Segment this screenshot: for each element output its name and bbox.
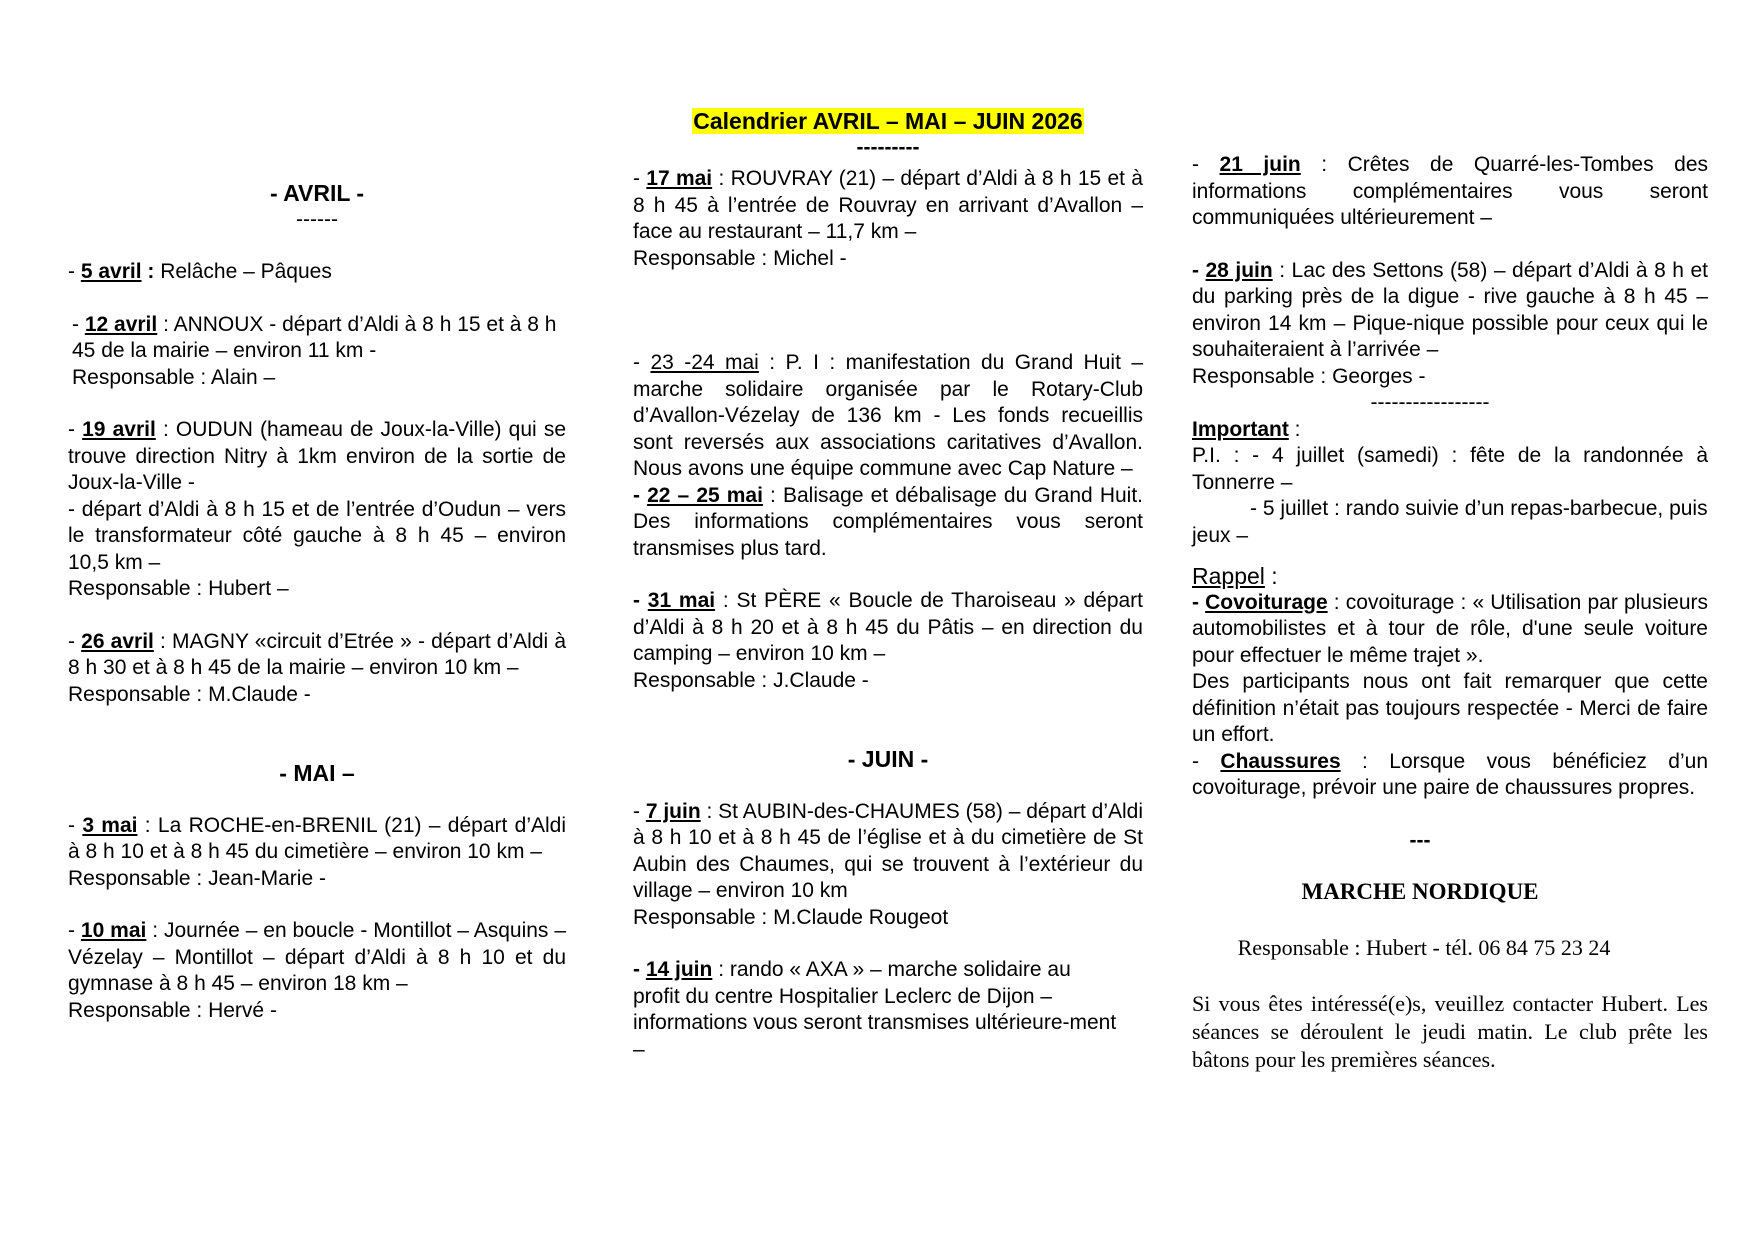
event-responsable: Responsable : J.Claude - xyxy=(633,668,869,692)
important-line-2: - 5 juillet : rando suivie d’un repas-barbecue, puis jeux – xyxy=(1192,497,1708,547)
title-separator: --------- xyxy=(856,135,920,159)
event-date: 21 juin xyxy=(1219,153,1301,176)
rappel-covoiturage-remark: Des participants nous ont fait remarquer que cette définition n’était pas toujours respectée - Merci de faire un effort. xyxy=(1192,670,1708,746)
nordique-text: Si vous êtes intéressé(e)s, veuillez contacter Hubert. Les séances se déroulent le jeudi matin. Le club prête les bâtons pour les premières séances. xyxy=(1192,991,1708,1072)
event-22-25-mai: - 22 – 25 mai : Balisage et débalisage du Grand Huit. Des informations complémentaires vous seront transmises plus tard. xyxy=(633,483,1143,560)
event-date: 17 mai xyxy=(646,167,713,190)
event-responsable: Responsable : Hervé - xyxy=(68,998,277,1022)
event-date: 26 avril xyxy=(81,629,154,653)
event-responsable: Responsable : Alain – xyxy=(72,365,276,389)
event-26-avril: - 26 avril : MAGNY «circuit d’Etrée » - départ d’Aldi à 8 h 30 et à 8 h 45 de la mairie – environ 10 km – xyxy=(68,629,566,679)
avril-separator: ------ xyxy=(296,207,338,231)
nordique-heading: MARCHE NORDIQUE xyxy=(1301,879,1539,904)
event-responsable: Responsable : Georges - xyxy=(1192,364,1426,388)
event-31-mai: - 31 mai : St PÈRE « Boucle de Tharoiseau » départ d’Aldi à 8 h 20 et à 8 h 45 du Pâtis – en direction du camping – environ 10 km – xyxy=(633,589,1143,665)
rappel-covoiturage: - Covoiturage : covoiturage : « Utilisation par plusieurs automobilistes et à tour de rôle, d'une seule voiture pour effectuer le même trajet ». xyxy=(1192,590,1709,667)
event-5-avril: - 5 avril : Relâche – Pâques xyxy=(68,260,332,283)
column-avril-mai xyxy=(68,180,566,1024)
event-10-mai: - 10 mai : Journée – en boucle - Montillot – Asquins – Vézelay – Montillot – départ d’Aldi à 8 h 10 et du gymnase à 8 h 45 – environ 18 km – xyxy=(68,919,566,995)
heading-juin: - JUIN - xyxy=(847,746,929,772)
rappel-heading: Rappel : xyxy=(1192,563,1278,589)
event-14-juin: - 14 juin : rando « AXA » – marche solidaire au profit du centre Hospitalier Leclerc de Dijon – informations vous seront transmises ultérieure-ment – xyxy=(633,958,1117,1061)
event-7-juin: - 7 juin : St AUBIN-des-CHAUMES (58) – départ d’Aldi à 8 h 10 et à 8 h 45 de l’église et à du cimetière de St Aubin des Chaumes, qui se trouvent à l’extérieur du village – environ 10 km xyxy=(633,799,1143,902)
event-21-juin: - 21 juin : Crêtes de Quarré-les-Tombes des informations complémentaires vous seront communiquées ultérieurement – xyxy=(1192,153,1708,229)
page-header xyxy=(633,108,1143,159)
important-heading: Important : xyxy=(1192,417,1301,441)
event-date: 19 avril xyxy=(82,418,156,441)
heading-mai: - MAI – xyxy=(279,760,355,786)
event-responsable: Responsable : Michel - xyxy=(633,246,847,270)
event-date: 12 avril xyxy=(84,312,158,336)
column-juin-infos xyxy=(1192,152,1708,1074)
event-date: 5 avril xyxy=(80,260,142,283)
event-23-24-mai: - 23 -24 mai : P. I : manifestation du Grand Huit – marche solidaire organisée par le Rotary-Club d’Avallon-Vézelay de 136 km - Les fonds recueillis sont reversés aux associations caritatives d’Avallon. Nous avons une équipe commune avec Cap Nature – xyxy=(633,351,1144,480)
event-responsable: Responsable : Jean-Marie - xyxy=(68,866,326,890)
important-line-1: P.I. : - 4 juillet (samedi) : fête de la randonnée à Tonnerre – xyxy=(1192,444,1708,494)
event-19-avril: - 19 avril : OUDUN (hameau de Joux-la-Ville) qui se trouve direction Nitry à 1km environ de la sortie de Joux-la-Ville - xyxy=(68,418,567,494)
event-3-mai: - 3 mai : La ROCHE-en-BRENIL (21) – départ d’Aldi à 8 h 10 et à 8 h 45 du cimetière – environ 10 km – xyxy=(68,813,567,863)
nordique-responsable: Responsable : Hubert - tél. 06 84 75 23 24 xyxy=(1237,935,1611,960)
event-28-juin: - 28 juin : Lac des Settons (58) – départ d’Aldi à 8 h et du parking près de la digue - rive gauche à 8 h 45 – environ 14 km – Pique-nique possible pour ceux qui le souhaiteraient à l’arrivée – xyxy=(1192,258,1708,361)
event-responsable: Responsable : M.Claude Rougeot xyxy=(633,905,949,929)
event-date: 3 mai xyxy=(82,813,138,837)
event-detail: - départ d’Aldi à 8 h 15 et de l’entrée d’Oudun – vers le transformateur côté gauche à 8 h 45 – environ 10,5 km – xyxy=(68,497,566,574)
column-mai-juin xyxy=(633,166,1143,1063)
separator-short: --- xyxy=(1409,828,1431,852)
event-17-mai: - 17 mai : ROUVRAY (21) – départ d’Aldi à 8 h 15 et à 8 h 45 à l’entrée de Rouvray en arrivant d’Avallon – face au restaurant – 11,7 km – xyxy=(633,167,1143,243)
rappel-chaussures: - Chaussures : Lorsque vous bénéficiez d’un covoiturage, prévoir une paire de chaussures propres. xyxy=(1192,749,1708,799)
page-title: Calendrier AVRIL – MAI – JUIN 2026 xyxy=(693,108,1083,134)
event-date: 10 mai xyxy=(80,919,147,942)
event-date: 23 -24 mai xyxy=(650,351,759,374)
event-12-avril: - 12 avril : ANNOUX - départ d’Aldi à 8 h 15 et à 8 h 45 de la mairie – environ 11 km - xyxy=(72,312,557,362)
event-responsable: Responsable : Hubert – xyxy=(68,577,289,600)
event-date: 7 juin xyxy=(645,799,701,823)
event-date: 22 – 25 mai xyxy=(647,483,763,507)
event-date: 31 mai xyxy=(647,589,716,612)
event-responsable: Responsable : M.Claude - xyxy=(68,682,311,706)
event-date: 28 juin xyxy=(1205,258,1273,282)
separator-line: ----------------- xyxy=(1370,391,1490,414)
heading-avril: - AVRIL - xyxy=(269,180,365,206)
event-date: 14 juin xyxy=(645,958,713,981)
